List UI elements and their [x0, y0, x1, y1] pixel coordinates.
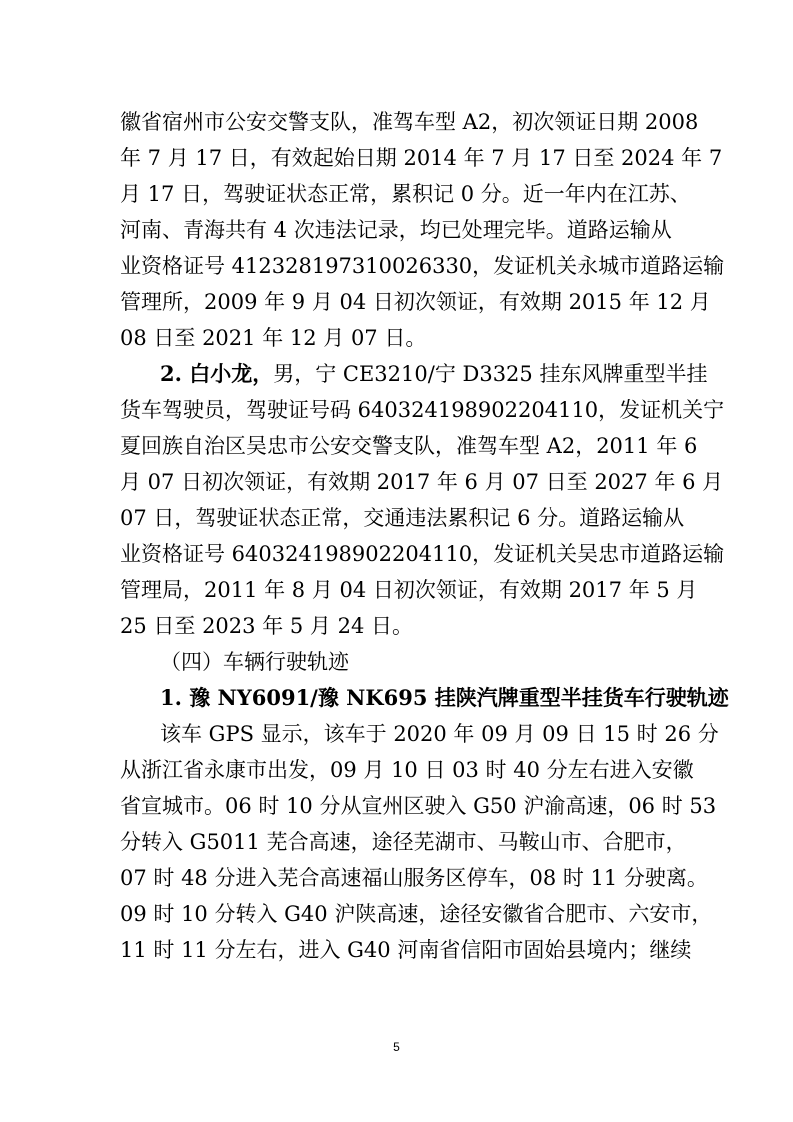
paragraph-1-line-4: 河南、青海共有 4 次违法记录，均已处理完毕。道路运输从: [120, 218, 672, 242]
paragraph-1-line-2: 年 7 月 17 日，有效起始日期 2014 年 7 月 17 日至 2024 年 7: [120, 146, 723, 170]
paragraph-3-line-4: 分转入 G5011 芜合高速，途径芜湖市、马鞍山市、合肥市，: [120, 830, 687, 854]
paragraph-1-line-1: 徽省宿州市公安交警支队，准驾车型 A2，初次领证日期 2008: [120, 110, 699, 134]
driver-2-first-line: [160, 362, 720, 386]
driver-2-line-4: 月 07 日初次领证，有效期 2017 年 6 月 07 日至 2027 年 6 月: [120, 470, 724, 494]
driver-2-heading: 2. 白小龙，: [160, 361, 274, 386]
driver-2-line-3: 夏回族自治区吴忠市公安交警支队，准驾车型 A2，2011 年 6: [120, 434, 698, 458]
section-heading: （四）车辆行驶轨迹: [160, 650, 349, 674]
paragraph-3-line-1: 该车 GPS 显示，该车于 2020 年 09 月 09 日 15 时 26 分: [160, 722, 719, 746]
subsection-heading: 1. 豫 NY6091/豫 NK695 挂陕汽牌重型半挂货车行驶轨迹: [160, 685, 729, 710]
paragraph-1-line-3: 月 17 日，驾驶证状态正常，累积记 0 分。近一年内在江苏、: [120, 182, 691, 206]
paragraph-1-line-7: 08 日至 2021 年 12 月 07 日。: [120, 326, 427, 350]
paragraph-3-line-2: 从浙江省永康市出发，09 月 10 日 03 时 40 分左右进入安徽: [120, 758, 694, 782]
driver-2-line-8: 25 日至 2023 年 5 月 24 日。: [120, 614, 413, 638]
paragraph-3-line-7: 11 时 11 分左右，进入 G40 河南省信阳市固始县境内；继续: [120, 938, 692, 962]
driver-2-line-6: 业资格证号 640324198902204110，发证机关吴忠市道路运输: [120, 542, 725, 566]
driver-2-line-5: 07 日，驾驶证状态正常，交通违法累积记 6 分。道路运输从: [120, 506, 685, 530]
paragraph-3-line-6: 09 时 10 分转入 G40 沪陕高速，途径安徽省合肥市、六安市，: [120, 902, 713, 926]
paragraph-3-line-3: 省宣城市。06 时 10 分从宣州区驶入 G50 沪渝高速，06 时 53: [120, 794, 717, 818]
driver-2-line-2: 货车驾驶员，驾驶证号码 640324198902204110，发证机关宁: [120, 398, 725, 422]
page-number: 5: [393, 1040, 400, 1054]
paragraph-1-line-5: 业资格证号 412328197310026330，发证机关永城市道路运输: [120, 254, 725, 278]
paragraph-3-line-5: 07 时 48 分进入芜合高速福山服务区停车，08 时 11 分驶离。: [120, 866, 708, 890]
driver-2-line-7: 管理局，2011 年 8 月 04 日初次领证，有效期 2017 年 5 月: [120, 578, 698, 602]
paragraph-1-line-6: 管理所，2009 年 9 月 04 日初次领证，有效期 2015 年 12 月: [120, 290, 711, 314]
driver-2-first-line-text: 男，宁 CE3210/宁 D3325 挂东风牌重型半挂: [273, 362, 708, 386]
